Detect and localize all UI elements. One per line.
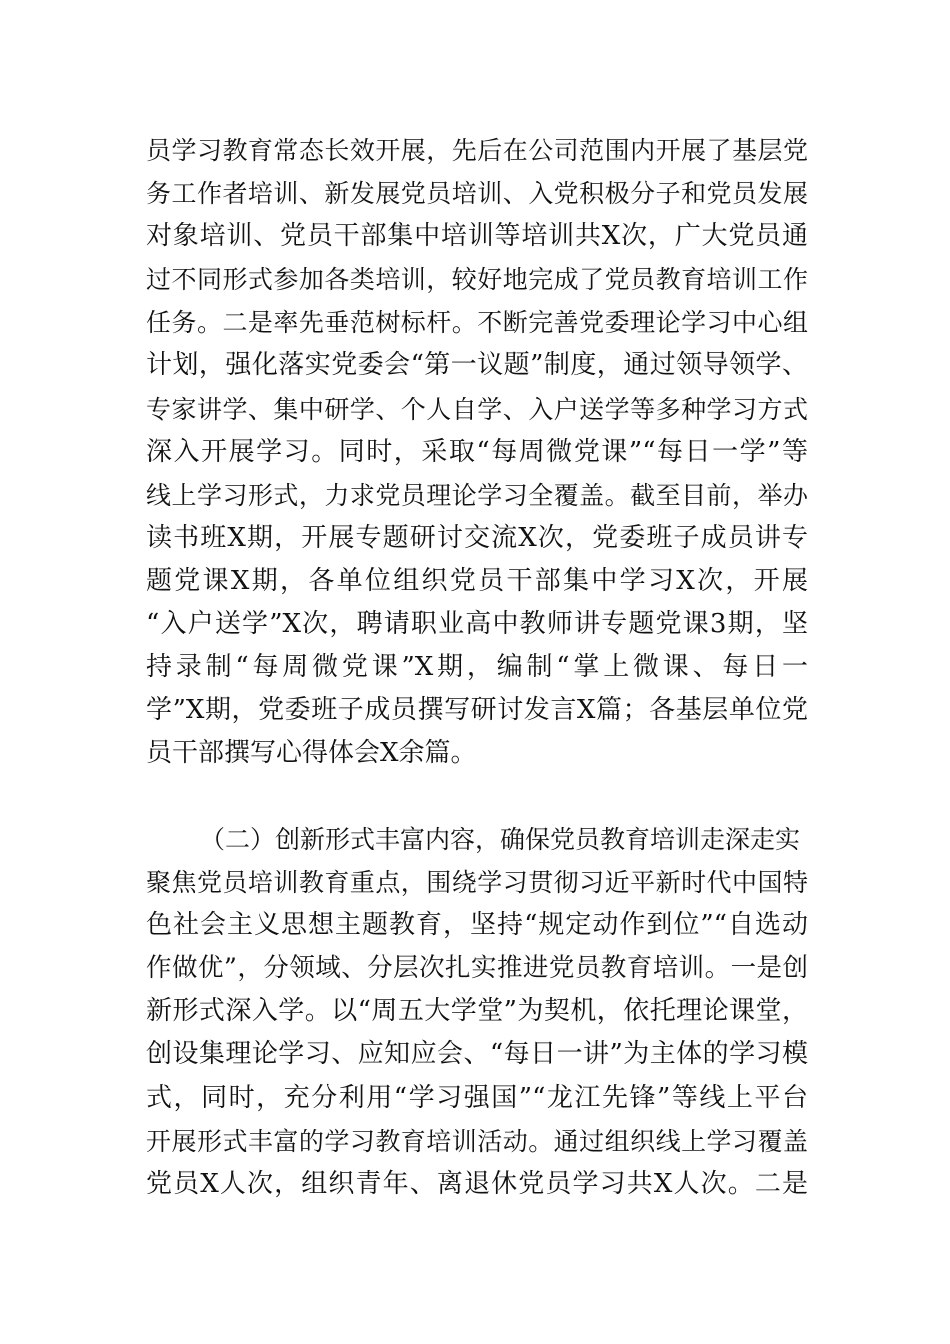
text-line: 务工作者培训、新发展党员培训、入党积极分子和党员发展 <box>146 179 808 209</box>
text-line: 创设集理论学习、应知应会、“每日一讲”为主体的学习模 <box>146 1039 808 1070</box>
text-line: 对象培训、党员干部集中培训等培训共X次，广大党员通 <box>146 221 808 252</box>
text-line: “入户送学”X次，聘请职业高中教师讲专题党课3期，坚 <box>146 609 808 640</box>
text-line: 新形式深入学。以“周五大学堂”为契机，依托理论课堂， <box>146 996 808 1027</box>
text-line: 题党课X期，各单位组织党员干部集中学习X次，开展 <box>146 565 808 596</box>
text-line: 作做优”，分领域、分层次扎实推进党员教育培训。一是创 <box>146 953 808 984</box>
text-line: 持录制“每周微党课”X期，编制“掌上微课、每日一 <box>146 652 808 683</box>
text-line: 任务。二是率先垂范树标杆。不断完善党委理论学习中心组 <box>146 308 808 338</box>
body-paragraph-1 <box>146 129 808 775</box>
body-paragraph-2 <box>146 818 808 1206</box>
text-line: 开展形式丰富的学习教育培训活动。通过组织线上学习覆盖 <box>146 1126 808 1156</box>
text-line: 员学习教育常态长效开展，先后在公司范围内开展了基层党 <box>146 136 808 165</box>
text-line: 党员X人次，组织青年、离退休党员学习共X人次。二是 <box>146 1168 808 1199</box>
text-line: 学”X期，党委班子成员撰写研讨发言X篇；各基层单位党 <box>146 695 808 726</box>
text-line: 过不同形式参加各类培训，较好地完成了党员教育培训工作 <box>146 265 808 295</box>
text-line: 式，同时，充分利用“学习强国”“龙江先锋”等线上平台 <box>146 1082 808 1113</box>
text-line: 深入开展学习。同时，采取“每周微党课”“每日一学”等 <box>146 436 808 467</box>
text-line: 读书班X期，开展专题研讨交流X次，党委班子成员讲专 <box>146 522 808 553</box>
text-line: 线上学习形式，力求党员理论学习全覆盖。截至目前，举办 <box>146 480 808 510</box>
text-line: 计划，强化落实党委会“第一议题”制度，通过领导领学、 <box>146 350 808 381</box>
text-line: 专家讲学、集中研学、个人自学、入户送学等多种学习方式 <box>146 394 808 424</box>
text-line: 色社会主义思想主题教育，坚持“规定动作到位”“自选动 <box>146 910 808 941</box>
text-line: 聚焦党员培训教育重点，围绕学习贯彻习近平新时代中国特 <box>146 868 808 898</box>
text-line: 员干部撰写心得体会X余篇。 <box>146 738 477 769</box>
section-heading: （二）创新形式丰富内容，确保党员教育培训走深走实 <box>200 825 801 854</box>
